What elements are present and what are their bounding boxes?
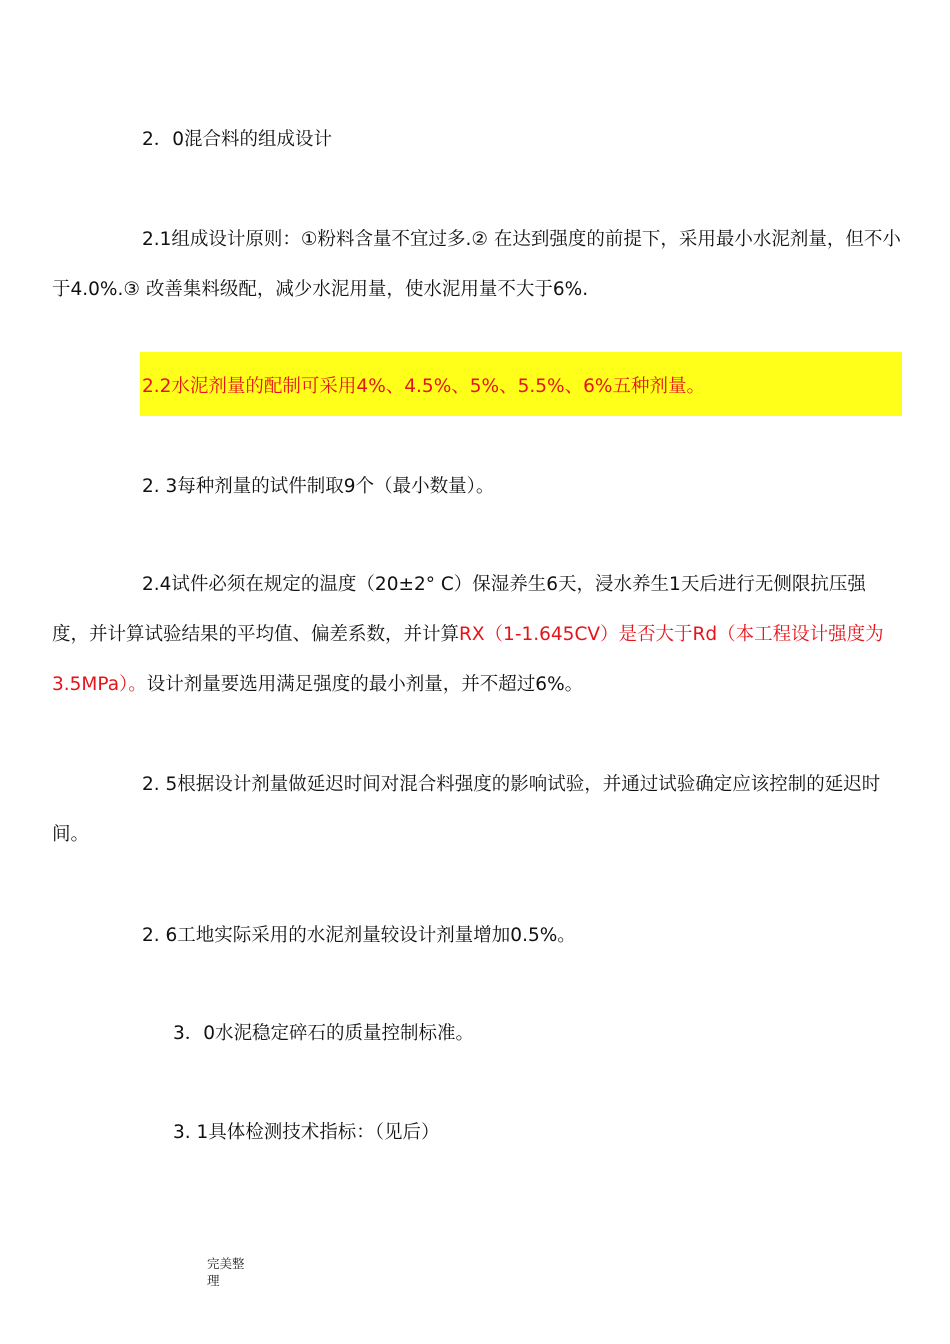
paragraph-2-4-red: RX（1-1.645CV）是否大于Rd（本工程设计强度为3.5MPa）。 [52,624,884,695]
footer-line-1: 完美整 [207,1256,245,1271]
footer-line-2: 理 [207,1273,220,1288]
paragraph-2-5: 2. 5根据设计剂量做延迟时间对混合料强度的影响试验，并通过试验确定应该控制的延迟时间。 [52,774,881,845]
page-footer [207,1255,259,1289]
section-3-heading: 3．0水泥稳定碎石的质量控制标准。 [173,1023,475,1044]
paragraph-2-1: 2.1组成设计原则：①粉料含量不宜过多.② 在达到强度的前提下，采用最小水泥剂量，但不小于4.0%.③ 改善集料级配，减少水泥用量，使水泥用量不大于6%. [52,229,901,300]
paragraph-2-6: 2. 6工地实际采用的水泥剂量较设计剂量增加0.5%。 [142,925,576,946]
paragraph-2-2 [52,362,902,412]
paragraph-2-2-text: 2.2水泥剂量的配制可采用4%、4.5%、5%、5.5%、6%五种剂量。 [142,376,705,397]
paragraph-2-3: 2. 3每种剂量的试件制取9个（最小数量）。 [142,476,495,497]
paragraph-3-1: 3. 1具体检测技术指标：（见后） [173,1122,440,1143]
paragraph-2-4-part-b: 设计剂量要选用满足强度的最小剂量，并不超过6%。 [146,674,584,695]
paragraph-2-4 [52,560,902,710]
paragraph-2-4-part-a: 2.4试件必须在规定的温度（20±2° C）保湿养生6天，浸水养生1天后进行无侧限抗压强度，并计算试验结果的平均值、偏差系数，并计算 [52,574,866,645]
section-2-heading: 2．0混合料的组成设计 [142,129,333,150]
